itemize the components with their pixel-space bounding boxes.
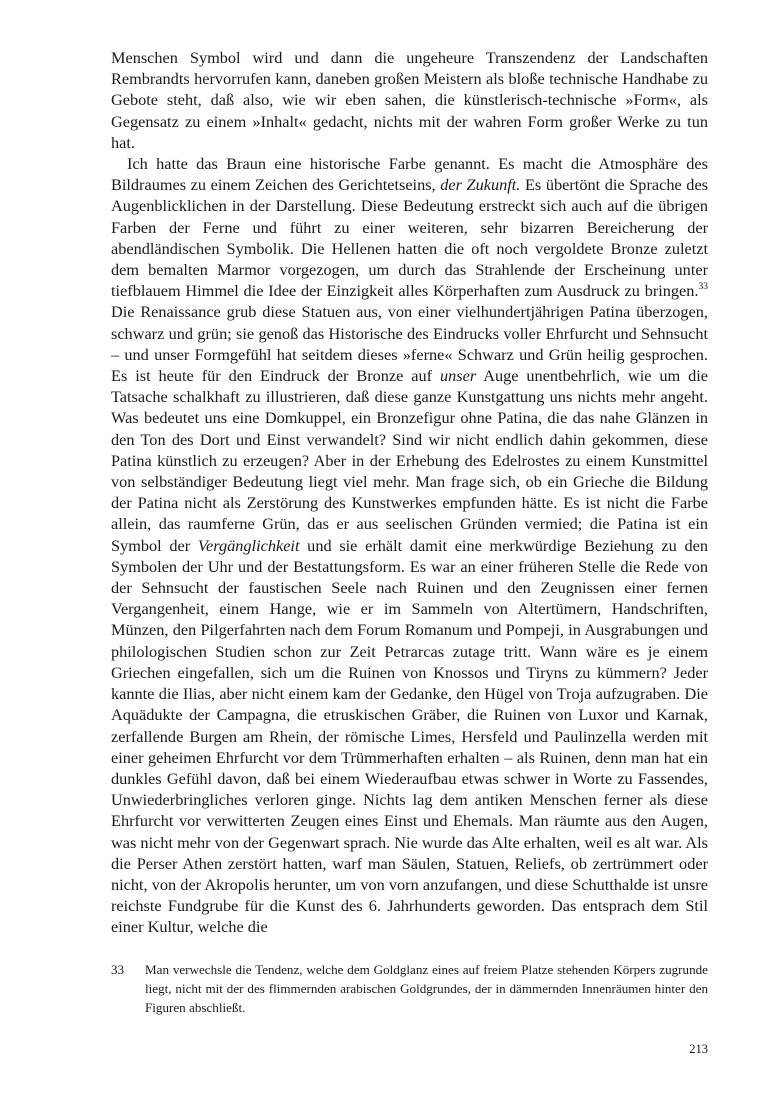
paragraph-2-part-3: Die Renaissance grub diese Statuen aus, von einer vielhundertjährigen Patina überzogen, schwarz und grün; sie genoß das Historische des Eindrucks voller Ehrfurcht und Sehnsucht – und unser Formgefühl hat seitdem dieses »ferne« Schwarz und Grün heilig gesprochen. Es ist heute für den Eindruck der Bronze auf — [111, 302, 708, 386]
paragraph-1: Menschen Symbol wird und dann die ungeheure Transzendenz der Landschaften Rembrandts hervorrufen kann, daneben großen Meistern als bloße technische Handhabe zu Gebote steht, daß also, wie wir eben sahen, die künstlerisch-technische »Form«, als Gegensatz zu einem »Inhalt« gedacht, nichts mit der wahren Form großer Werke zu tun hat. — [111, 48, 708, 152]
page-number: 213 — [689, 1042, 708, 1056]
footnote-text: Man verwechsle die Tendenz, welche dem Goldglanz eines auf freiem Platze stehenden Körpers zugrunde liegt, nicht mit der des flimmernden arabischen Goldgrundes, der in dämmernden Innenräumen hinter den Figuren abschließt. — [145, 962, 708, 1015]
footnote — [111, 961, 708, 1017]
italic-der-zukunft: der Zukunft. — [440, 175, 521, 195]
paragraph-2-part-5: und sie erhält damit eine merkwürdige Beziehung zu den Symbolen der Uhr und der Bestattungsform. Es war an einer früheren Stelle die Rede von der Sehnsucht der faustischen Seele nach Ruinen und den Zeugnissen einer fernen Vergangenheit, einem Hange, wie er im Sammeln von Altertümern, Handschriften, Münzen, den Pilgerfahrten nach dem Forum Romanum und Pompeji, in Ausgrabungen und philologischen Studien schon zur Zeit Petrarcas zutage tritt. Wann wäre es je einem Griechen eingefallen, sich um die Ruinen von Knossos und Tiryns zu kümmern? Jeder kannte die Ilias, aber nicht einem kam der Gedanke, den Hügel von Troja aufzugraben. Die Aquädukte der Campagna, die etruskischen Gräber, die Ruinen von Luxor und Karnak, zerfallende Burgen am Rhein, der römische Limes, Hersfeld und Paulinzella werden mit einer geheimen Ehrfurcht vor dem Trümmerhaften erhalten – als Ruinen, denn man hat ein dunkles Gefühl davon, daß bei einem Wiederaufbau etwas schwer in Worte zu Fassendes, Unwiederbringliches verloren ginge. Nichts lag dem antiken Menschen ferner als diese Ehrfurcht vor verwitterten Zeugen eines Einst und Ehemals. Man räumte aus den Augen, was nicht mehr von der Gegenwart sprach. Nie wurde das Alte erhalten, weil es alt war. Als die Perser Athen zerstört hatten, warf man Säulen, Statuen, Reliefs, ob zertrümmert oder nicht, von der Akropolis herunter, um von vorn anzufangen, und diese Schutthalde ist unsre reichste Fundgrube für die Kunst des 6. Jahrhunderts geworden. Das entsprach dem Stil einer Kultur, welche die — [111, 535, 708, 937]
paragraph-2-part-2: Es übertönt die Sprache des Augenblicklichen in der Darstellung. Diese Bedeutung erstreckt sich auch auf die übrigen Farben der Ferne und führt zu einer weiteren, sehr bizarren Bereicherung der abendländischen Symbolik. Die Hellenen hatten die oft noch vergoldete Bronze zuletzt dem bemalten Marmor vorgezogen, um durch das Strahlende der Erscheinung unter tiefblauem Himmel die Idee der Einzigkeit alles Körperhaften zum Ausdruck zu bringen. — [111, 175, 709, 301]
main-text — [111, 47, 708, 938]
paragraph-2-part-1: Ich hatte das Braun eine historische Farbe genannt. Es macht die Atmosphäre des Bildraumes zu einem Zeichen des Gerichtetseins, — [111, 154, 708, 195]
footnote-number: 33 — [111, 962, 125, 977]
page-body — [111, 47, 708, 938]
paragraph-2-part-4: Auge unentbehrlich, wie um die Tatsache schalkhaft zu illustrieren, daß diese ganze Kunstgattung uns nichts mehr angeht. Was bedeutet uns eine Domkuppel, ein Bronzefigur ohne Patina, die das nahe Glänzen in den Ton des Dort und Einst verwandelt? Sind wir nicht endlich dahin gekommen, diese Patina künstlich zu erzeugen? Aber in der Erhebung des Edelrostes zu einem Kunstmittel von selbständiger Bedeutung liegt viel mehr. Man frage sich, ob ein Grieche die Bildung der Patina nicht als Zerstörung des Kunstwerkes empfunden hätte. Es ist nicht die Farbe allein, das raumferne Grün, das er aus seelischen Gründen vermied; die Patina ist ein Symbol der — [111, 366, 708, 555]
footnote-reference[interactable]: 33 — [698, 282, 708, 293]
italic-vergaenglichkeit: Vergänglichkeit — [197, 535, 300, 555]
italic-unser: unser — [440, 366, 477, 386]
paragraph-2 — [111, 153, 708, 938]
